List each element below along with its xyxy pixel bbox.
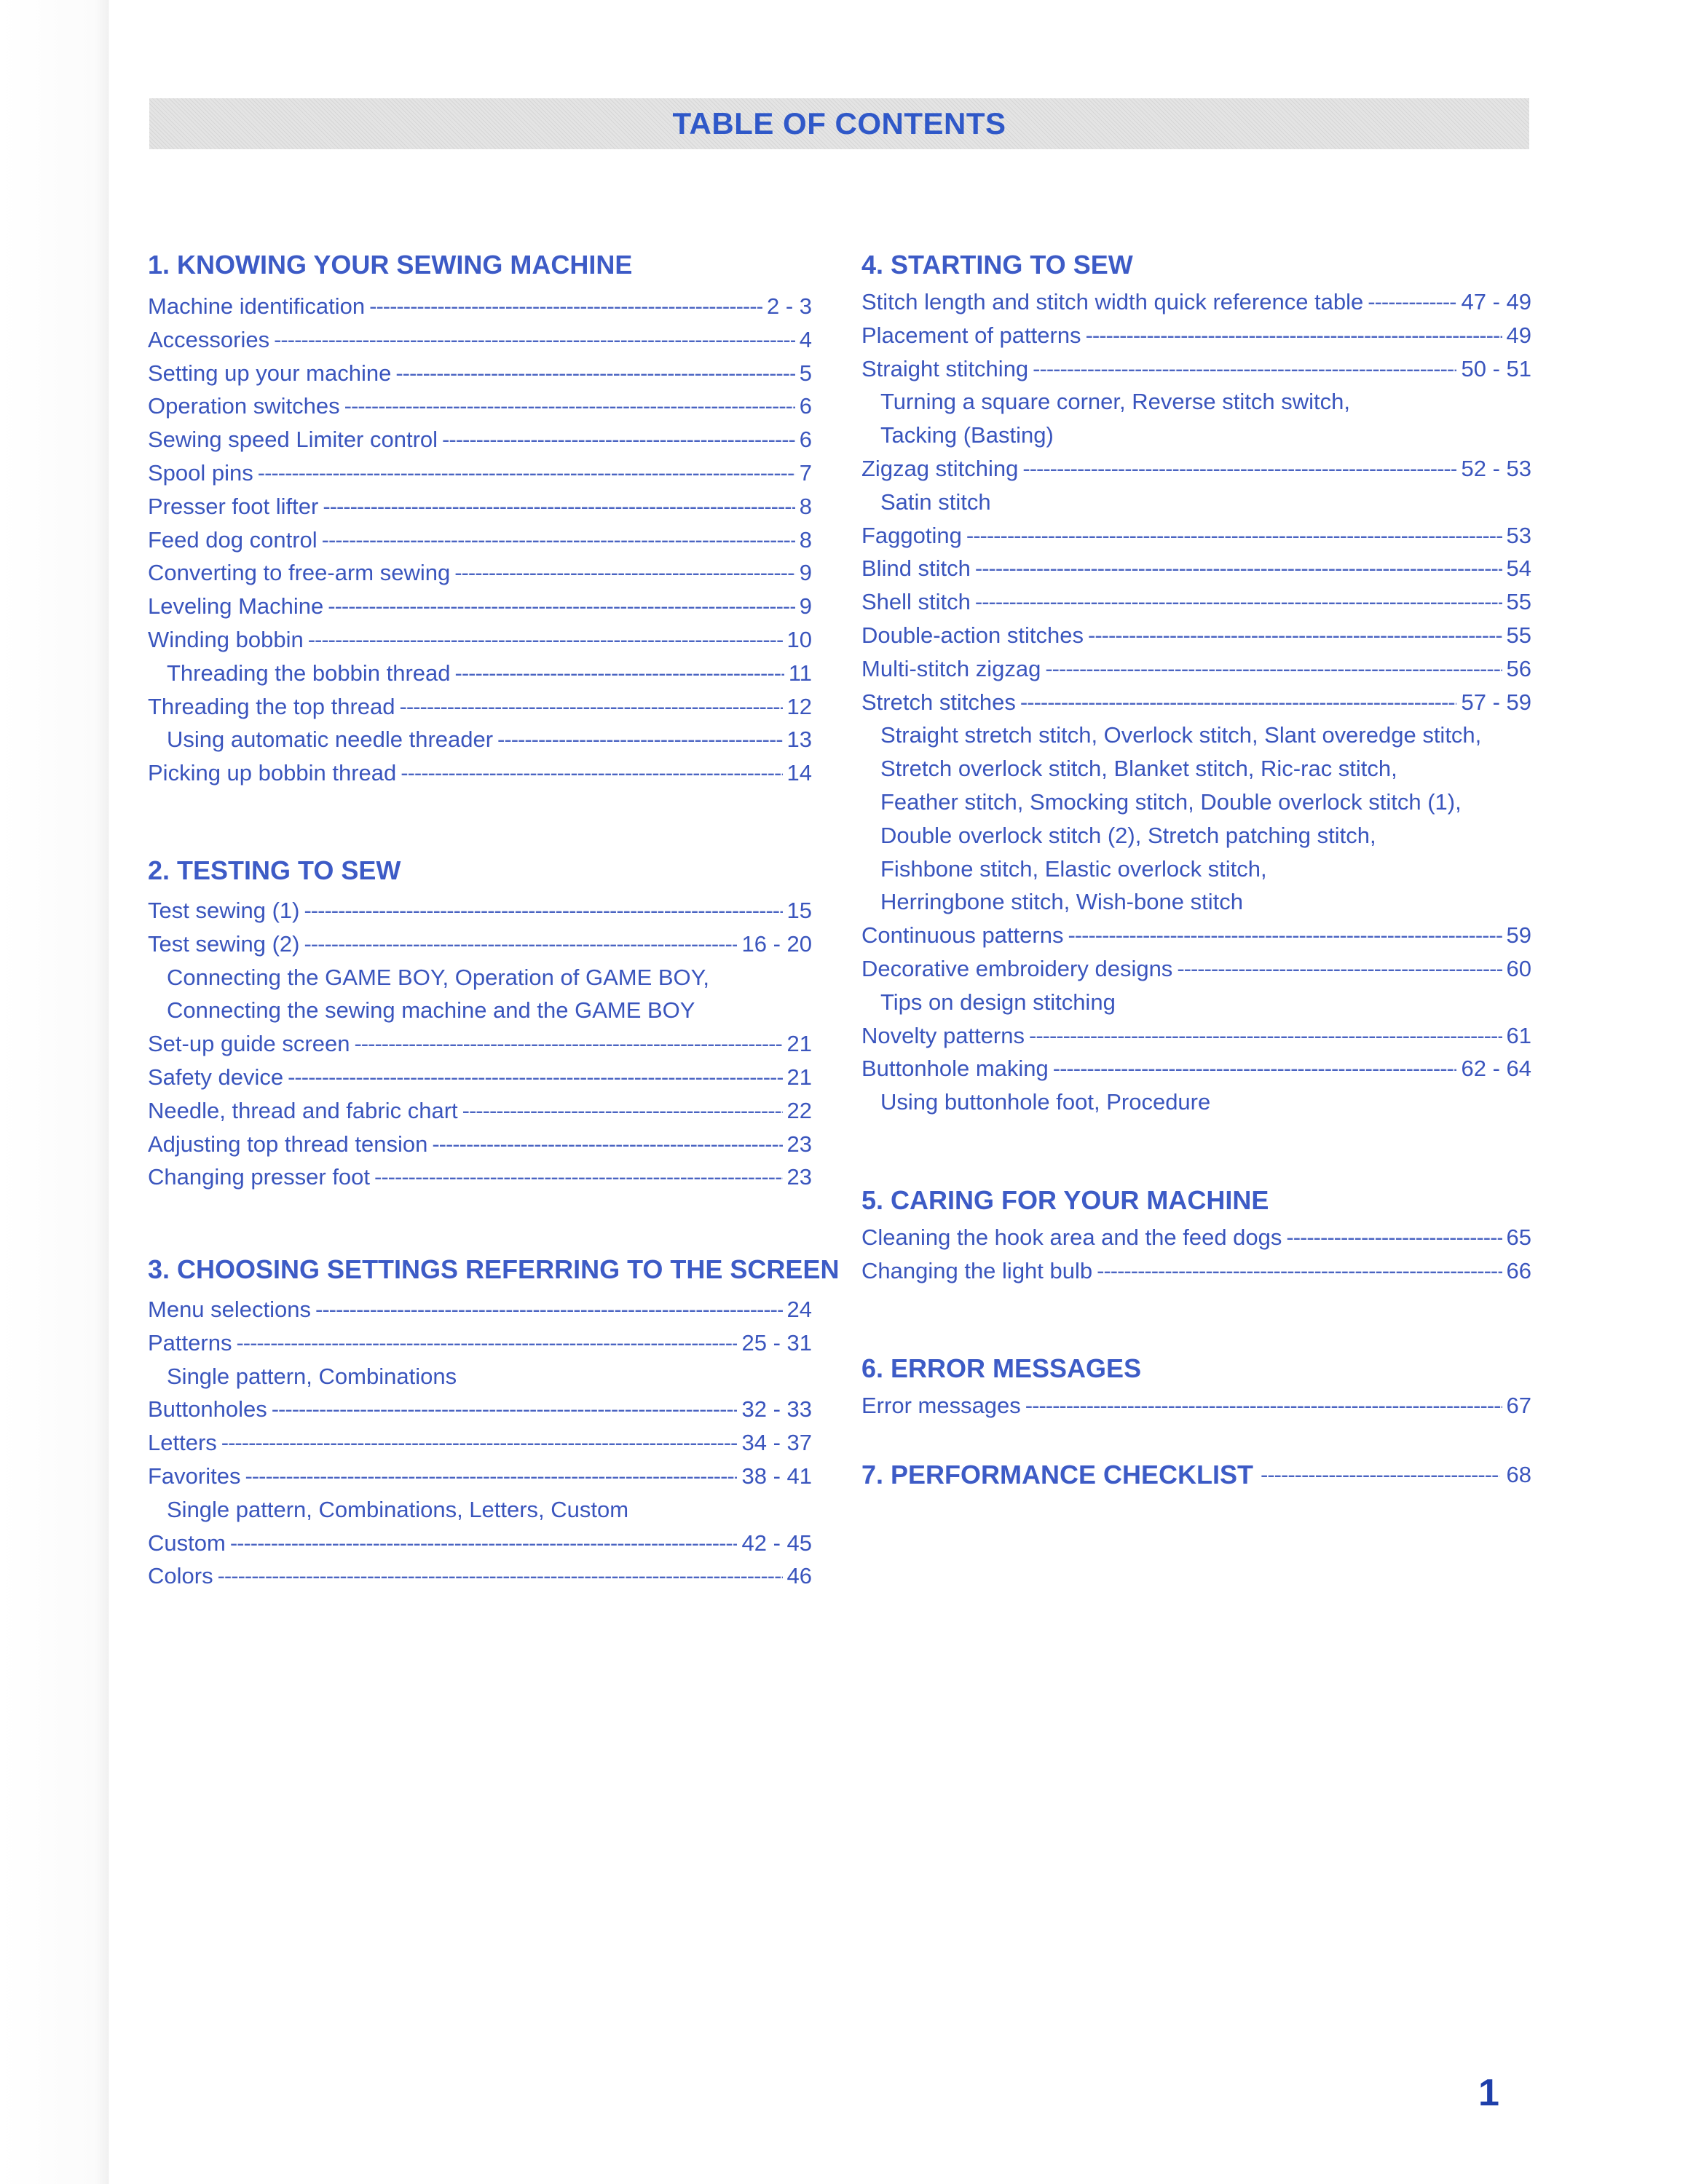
toc-entry[interactable]: Shell stitch ----- 55	[861, 585, 1531, 619]
toc-entry[interactable]: Set-up guide screen ----- 21	[148, 1027, 812, 1061]
toc-entry[interactable]: Buttonhole making ----- 62 - 64	[861, 1052, 1531, 1085]
page-title: TABLE OF CONTENTS	[672, 106, 1006, 141]
toc-entry[interactable]: Colors ----- 46	[148, 1559, 812, 1593]
section-knowing-your-machine	[148, 245, 812, 790]
section-heading: 4. STARTING TO SEW	[861, 250, 1133, 280]
toc-entry[interactable]: Presser foot lifter ----- 8	[148, 490, 812, 523]
section-heading: 5. CARING FOR YOUR MACHINE	[861, 1185, 1269, 1215]
toc-entry[interactable]: Test sewing (2) ----- 16 - 20	[148, 927, 812, 961]
toc-entry[interactable]: Adjusting top thread tension ----- 23	[148, 1128, 812, 1161]
toc-entry[interactable]: Error messages ----- 67	[861, 1389, 1531, 1423]
toc-entry[interactable]: Setting up your machine ----- 5	[148, 357, 812, 390]
toc-note: Single pattern, Combinations	[167, 1363, 457, 1389]
toc-note: Double overlock stitch (2), Stretch patching stitch,	[880, 822, 1376, 848]
toc-entry[interactable]: Custom ----- 42 - 45	[148, 1527, 812, 1560]
section-choosing-settings	[148, 1249, 840, 1593]
toc-note: Turning a square corner, Reverse stitch switch,	[880, 389, 1350, 415]
toc-entry[interactable]: Operation switches ----- 6	[148, 389, 812, 423]
toc-entry[interactable]: Sewing speed Limiter control ----- 6	[148, 423, 812, 456]
toc-entry[interactable]: Accessories ----- 4	[148, 323, 812, 357]
toc-entry[interactable]: Straight stitching ----- 50 - 51	[861, 352, 1531, 386]
toc-note: Tips on design stitching	[880, 989, 1116, 1015]
toc-note: Straight stretch stitch, Overlock stitch, Slant overedge stitch,	[880, 722, 1482, 748]
toc-subentry[interactable]: Using automatic needle threader ----- 13	[148, 723, 812, 756]
toc-entry[interactable]: Placement of patterns ----- 49	[861, 319, 1531, 352]
toc-note: Single pattern, Combinations, Letters, Custom	[167, 1496, 629, 1522]
toc-note: Fishbone stitch, Elastic overlock stitch,	[880, 855, 1267, 882]
toc-entry[interactable]: Machine identification ----- 2 - 3	[148, 290, 812, 323]
toc-entry[interactable]: Patterns ----- 25 - 31	[148, 1326, 812, 1360]
toc-entry[interactable]: Spool pins ----- 7	[148, 456, 812, 490]
page-ref: 68	[1506, 1462, 1531, 1487]
toc-entry[interactable]: Winding bobbin ----- 10	[148, 623, 812, 657]
toc-entry[interactable]: Blind stitch ----- 54	[861, 552, 1531, 585]
toc-note: Tacking (Basting)	[880, 422, 1054, 448]
toc-entry[interactable]: Letters ----- 34 - 37	[148, 1426, 812, 1460]
toc-note: Connecting the sewing machine and the GAME BOY	[167, 997, 695, 1024]
toc-entry[interactable]: Double-action stitches ----- 55	[861, 619, 1531, 652]
toc-entry[interactable]: Test sewing (1) ----- 15	[148, 894, 812, 927]
toc-note: Using buttonhole foot, Procedure	[880, 1089, 1211, 1115]
toc-entry[interactable]: Feed dog control ----- 8	[148, 523, 812, 557]
toc-entry[interactable]: Changing the light bulb ----- 66	[861, 1254, 1531, 1288]
toc-entry[interactable]: Leveling Machine ----- 9	[148, 590, 812, 623]
toc-entry[interactable]: Converting to free-arm sewing ----- 9	[148, 556, 812, 590]
toc-note: Herringbone stitch, Wish-bone stitch	[880, 889, 1243, 915]
toc-entry[interactable]: Multi-stitch zigzag ----- 56	[861, 652, 1531, 686]
toc-entry[interactable]: Picking up bobbin thread ----- 14	[148, 756, 812, 790]
page-binding-shadow	[0, 0, 109, 2184]
title-banner	[149, 98, 1529, 149]
toc-entry[interactable]: Stretch stitches ----- 57 - 59	[861, 686, 1531, 719]
section-heading: 6. ERROR MESSAGES	[861, 1353, 1142, 1383]
toc-entry[interactable]	[861, 1455, 1531, 1495]
section-heading: 7. PERFORMANCE CHECKLIST	[861, 1460, 1254, 1489]
section-testing-to-sew	[148, 850, 812, 1194]
toc-note: Connecting the GAME BOY, Operation of GAME BOY,	[167, 964, 709, 990]
toc-entry[interactable]: Favorites ----- 38 - 41	[148, 1460, 812, 1493]
section-heading: 1. KNOWING YOUR SEWING MACHINE	[148, 250, 633, 280]
page-number: 1	[1478, 2072, 1499, 2114]
section-caring-for-machine	[861, 1180, 1531, 1288]
toc-entry[interactable]: Buttonholes ----- 32 - 33	[148, 1393, 812, 1426]
toc-note: Feather stitch, Smocking stitch, Double overlock stitch (1),	[880, 788, 1462, 815]
toc-note: Stretch overlock stitch, Blanket stitch, Ric-rac stitch,	[880, 756, 1397, 782]
toc-entry[interactable]: Continuous patterns ----- 59	[861, 919, 1531, 952]
section-starting-to-sew	[861, 245, 1531, 1119]
toc-entry[interactable]: Threading the top thread ----- 12	[148, 690, 812, 724]
toc-entry[interactable]: Decorative embroidery designs ----- 60	[861, 952, 1531, 986]
section-heading: 2. TESTING TO SEW	[148, 855, 401, 885]
toc-entry[interactable]: Stitch length and stitch width quick reference table ----- 47 - 49	[861, 285, 1531, 319]
toc-subentry[interactable]: Threading the bobbin thread ----- 11	[148, 657, 812, 690]
toc-entry[interactable]: Zigzag stitching ----- 52 - 53	[861, 452, 1531, 486]
toc-entry[interactable]: Cleaning the hook area and the feed dogs ----- 65	[861, 1221, 1531, 1254]
toc-note: Satin stitch	[880, 488, 991, 515]
toc-entry[interactable]: Needle, thread and fabric chart ----- 22	[148, 1094, 812, 1128]
section-performance-checklist	[861, 1455, 1531, 1495]
section-error-messages	[861, 1348, 1531, 1423]
section-heading: 3. CHOOSING SETTINGS REFERRING TO THE SCREEN	[148, 1254, 840, 1284]
toc-entry[interactable]: Novelty patterns ----- 61	[861, 1019, 1531, 1053]
toc-entry[interactable]: Faggoting ----- 53	[861, 519, 1531, 553]
toc-entry[interactable]: Menu selections ----- 24	[148, 1293, 812, 1326]
toc-entry[interactable]: Changing presser foot ----- 23	[148, 1160, 812, 1194]
toc-entry[interactable]: Safety device ----- 21	[148, 1061, 812, 1094]
